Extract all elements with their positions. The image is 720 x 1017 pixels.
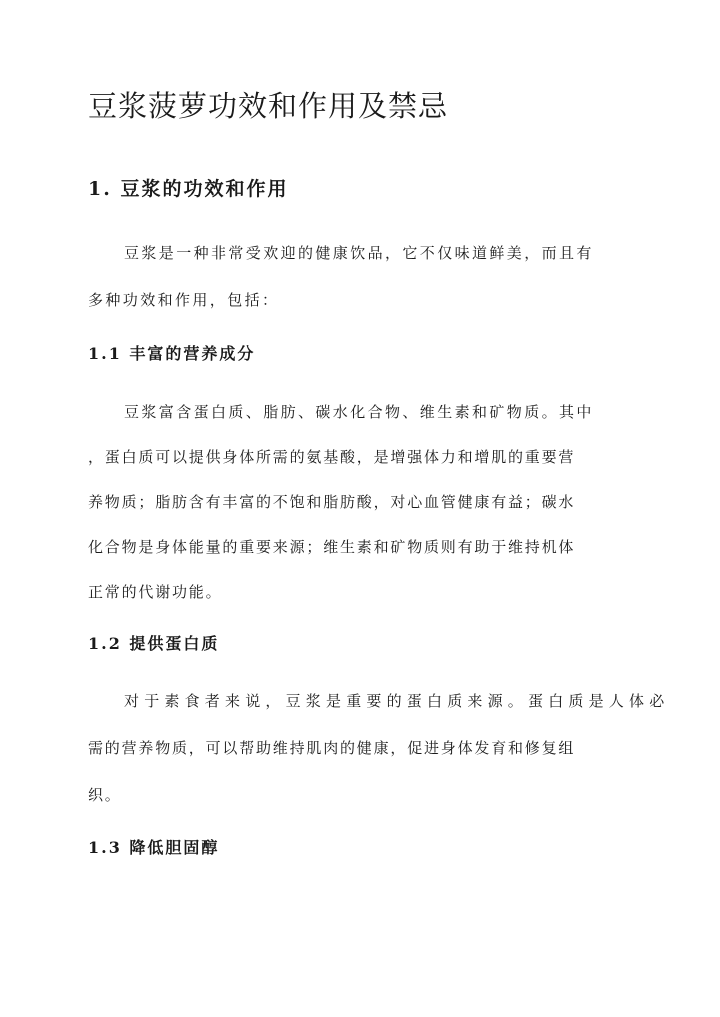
- paragraph-line: ，蛋白质可以提供身体所需的氨基酸，是增强体力和增肌的重要营: [88, 448, 576, 466]
- subsection-heading-1-3: 1.3 降低胆固醇: [88, 838, 220, 857]
- paragraph-line: 需的营养物质，可以帮助维持肌肉的健康，促进身体发育和修复组: [88, 739, 576, 757]
- document-title: 豆浆菠萝功效和作用及禁忌: [88, 89, 449, 123]
- section-heading-1: 1. 豆浆的功效和作用: [88, 178, 289, 200]
- paragraph-line: 化合物是身体能量的重要来源；维生素和矿物质则有助于维持机体: [88, 538, 576, 556]
- paragraph-line: 正常的代谢功能。: [88, 583, 223, 601]
- paragraph-line: 织。: [88, 786, 122, 804]
- paragraph-line: 豆浆富含蛋白质、脂肪、碳水化合物、维生素和矿物质。其中: [124, 403, 594, 421]
- subsection-heading-1-1: 1.1 丰富的营养成分: [88, 344, 256, 363]
- subsection-heading-1-2: 1.2 提供蛋白质: [88, 634, 220, 653]
- paragraph-line: 豆浆是一种非常受欢迎的健康饮品，它不仅味道鲜美，而且有: [124, 244, 594, 262]
- paragraph-line: 多种功效和作用，包括：: [88, 291, 280, 309]
- paragraph-line: 对于素食者来说，豆浆是重要的蛋白质来源。蛋白质是人体必: [124, 692, 670, 710]
- paragraph-line: 养物质；脂肪含有丰富的不饱和脂肪酸，对心血管健康有益；碳水: [88, 493, 576, 511]
